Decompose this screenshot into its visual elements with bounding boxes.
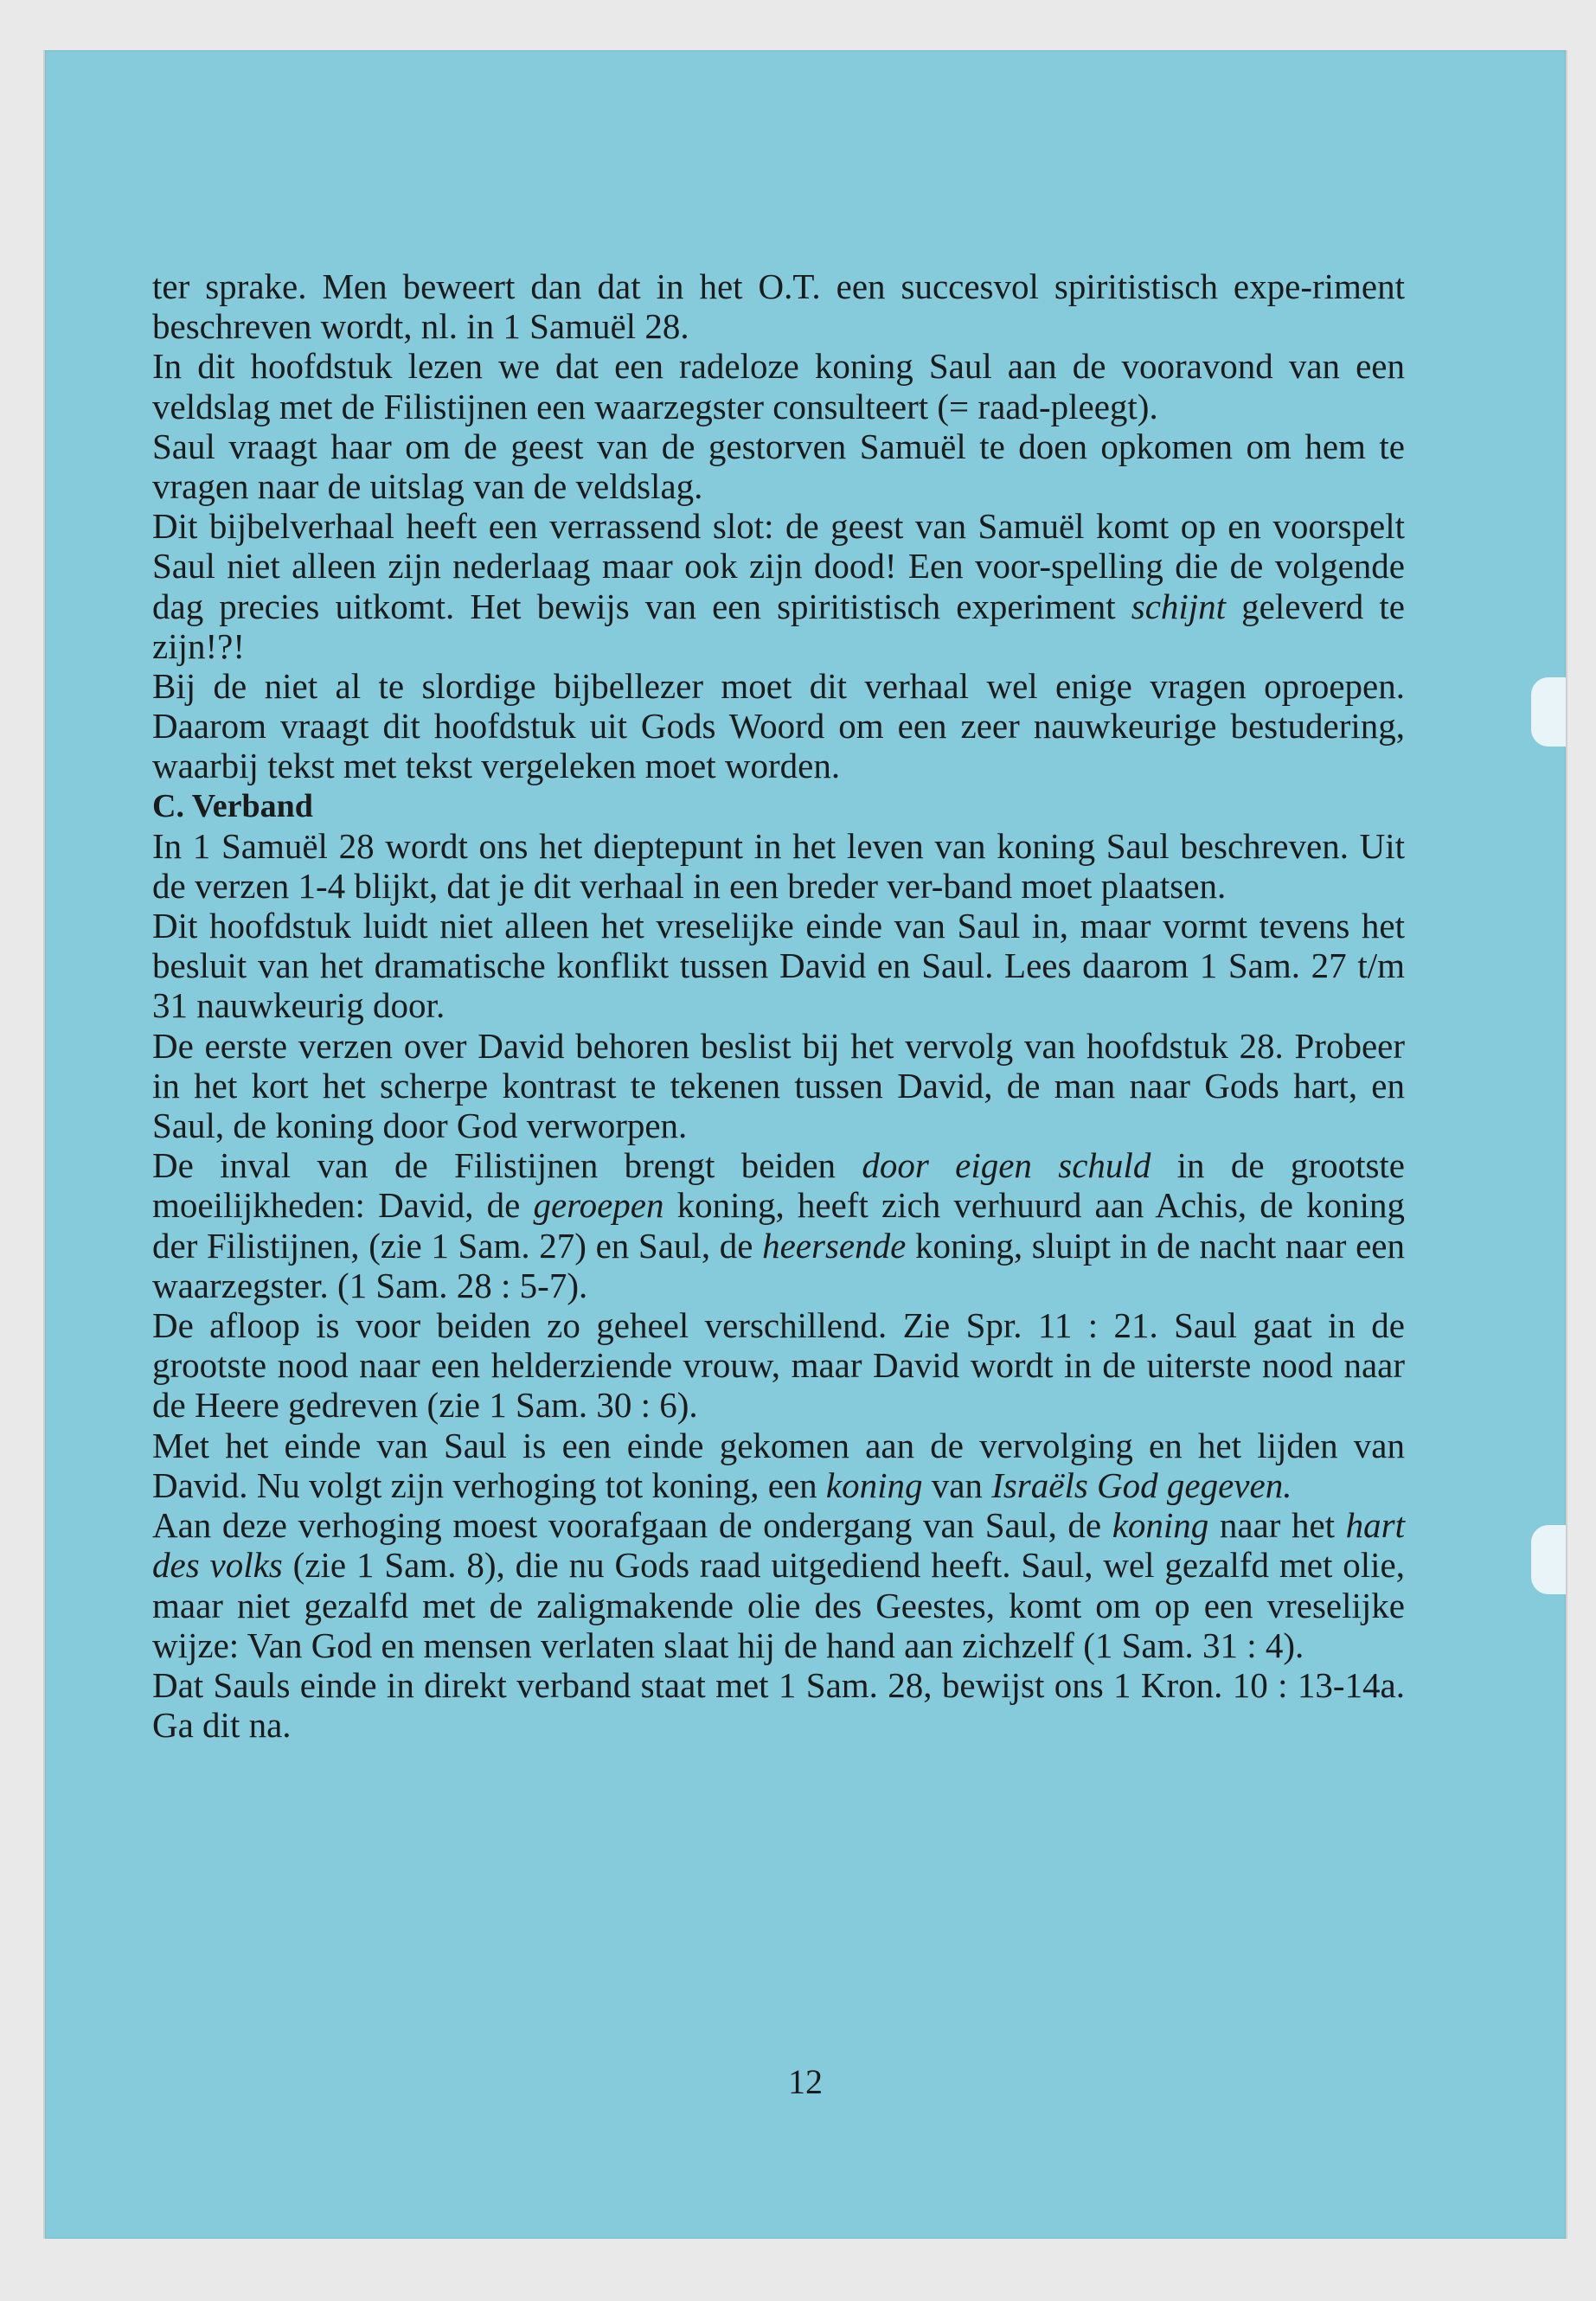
- paragraph-afloop: De afloop is voor beiden zo geheel verschillend. Zie Spr. 11 : 21. Saul gaat in de grootste nood naar een helderziende vrouw, maar David wordt in de uiterste nood naar de Heere gedreven (zie 1 Sam. 30 : 6).: [152, 1305, 1405, 1426]
- paragraph-deze: [152, 1505, 1405, 1665]
- punch-hole-top: [1531, 677, 1566, 747]
- page-body: [152, 266, 1405, 1745]
- inval-text-2: in de grootste moeilijkheden: David, de: [152, 1145, 1406, 1226]
- paragraph-einde: [152, 1426, 1405, 1505]
- inval-text-1: De inval van de Filistijnen brengt beiden: [152, 1145, 862, 1186]
- paragraph-4-text: Dit bijbelverhaal heeft een verrassend slot: de geest van Samuël komt op en voorspelt Saul niet alleen zijn nederlaag maar ook zijn dood! Een voor-spelling die de volgende dag precies uitkomt. Het bewijs van een spiritistisch experiment: [152, 506, 1405, 626]
- einde-text-1: Met het einde van Saul is een einde gekomen aan de vervolging en het lijden van David. Nu volgt zijn verhoging tot koning, een: [152, 1425, 1405, 1505]
- deze-emphasis-1: koning: [1112, 1505, 1209, 1546]
- paragraph-5: Bij de niet al te slordige bijbellezer moet dit verhaal wel enige vragen oproepen. Daarom vraagt dit hoofdstuk uit Gods Woord om een zeer nauwkeurige bestudering, waarbij tekst met tekst vergeleken moet worden.: [152, 666, 1405, 786]
- paragraph-3: Saul vraagt haar om de geest van de gestorven Samuël te doen opkomen om hem te vragen naar de uitslag van de veldslag.: [152, 426, 1405, 507]
- paragraph-2: In dit hoofdstuk lezen we dat een radeloze koning Saul aan de vooravond van een veldslag met de Filistijnen een waarzegster consulteert (= raad-pleegt).: [152, 346, 1405, 426]
- inval-emphasis-2: geroepen: [533, 1185, 664, 1226]
- paragraph-inval: [152, 1145, 1405, 1305]
- paragraph-1: ter sprake. Men beweert dan dat in het O.T. een succesvol spiritistisch expe-riment beschreven wordt, nl. in 1 Samuël 28.: [152, 266, 1405, 347]
- inval-text-4: koning, sluipt in de nacht naar een waarzegster. (1 Sam. 28 : 5-7).: [152, 1225, 1405, 1305]
- inval-emphasis-1: door eigen schuld: [862, 1145, 1151, 1186]
- paragraph-4-tail: geleverd te zijn!?!: [152, 586, 1405, 666]
- deze-emphasis-2: hart des volks: [152, 1505, 1405, 1586]
- paragraph-4: [152, 506, 1405, 666]
- paragraph-7: Dit hoofdstuk luidt niet alleen het vreselijke einde van Saul in, maar vormt tevens het besluit van het dramatische konflikt tussen David en Saul. Lees daarom 1 Sam. 27 t/m 31 nauwkeurig door.: [152, 906, 1405, 1026]
- section-heading: C. Verband: [152, 787, 313, 824]
- einde-emphasis-1: koning: [825, 1465, 923, 1505]
- paragraph-6: In 1 Samuël 28 wordt ons het dieptepunt in het leven van koning Saul beschreven. Uit de verzen 1-4 blijkt, dat je dit verhaal in een breder ver-band moet plaatsen.: [152, 825, 1405, 906]
- paragraph-8: De eerste verzen over David behoren beslist bij het vervolg van hoofdstuk 28. Probeer in het kort het scherpe kontrast te tekenen tussen David, de man naar Gods hart, en Saul, de koning door God verworpen.: [152, 1025, 1405, 1146]
- einde-emphasis-2: Israëls God gegeven.: [991, 1465, 1292, 1505]
- page-number: 12: [788, 2062, 823, 2101]
- deze-text-3: (zie 1 Sam. 8), die nu Gods raad uitgediend heeft. Saul, wel gezalfd met olie, maar niet gezalfd met de zaligmakende olie des Geestes, komt om op een vreselijke wijze: Van God en mensen verlaten slaat hij de hand aan zichzelf (1 Sam. 31 : 4).: [152, 1545, 1405, 1665]
- deze-text-2: naar het: [1208, 1505, 1346, 1546]
- paragraph-4-emphasis: schijnt: [1131, 586, 1227, 626]
- einde-text-2: van: [922, 1465, 992, 1505]
- inval-emphasis-3: heersende: [762, 1225, 907, 1266]
- document-page: [45, 50, 1566, 2239]
- inval-text-3: koning, heeft zich verhuurd aan Achis, de koning der Filistijnen, (zie 1 Sam. 27) en Saul, de: [152, 1185, 1405, 1266]
- punch-hole-bottom: [1531, 1525, 1566, 1594]
- paragraph-last: Dat Sauls einde in direkt verband staat met 1 Sam. 28, bewijst ons 1 Kron. 10 : 13-14a. Ga dit na.: [152, 1664, 1405, 1746]
- deze-text-1: Aan deze verhoging moest voorafgaan de ondergang van Saul, de: [152, 1505, 1112, 1546]
